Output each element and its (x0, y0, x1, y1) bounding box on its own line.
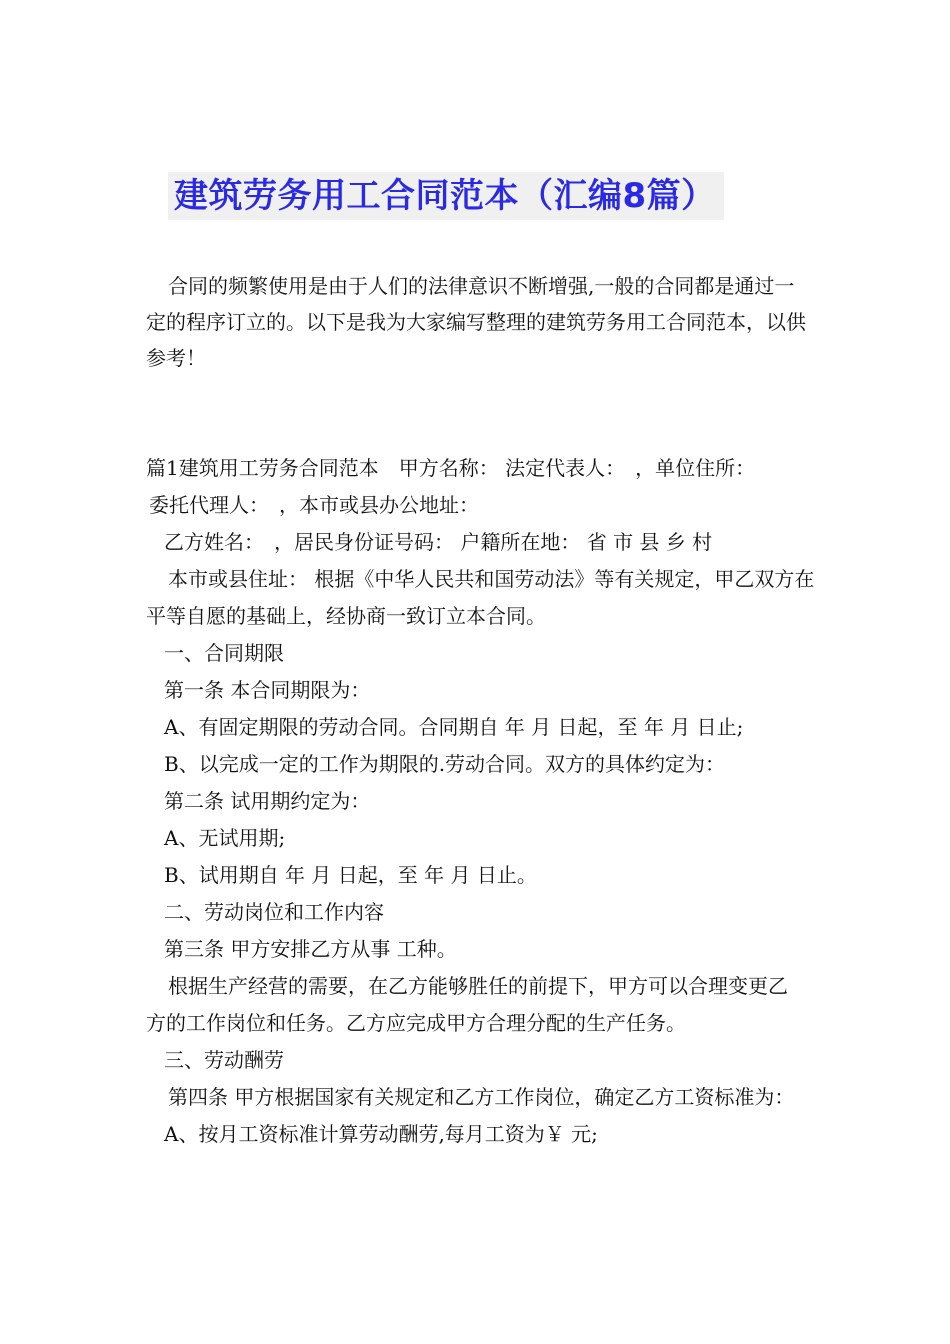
section-heading: 三、劳动酬劳 (164, 1048, 284, 1072)
section-heading: 一、合同期限 (164, 641, 284, 665)
contract-paragraph: 本市或县住址： 根据《中华人民共和国劳动法》等有关规定，甲乙双方在平等自愿的基础上，经协商一致订立本合同。 (146, 567, 815, 628)
contract-line: A、按月工资标准计算劳动酬劳,每月工资为￥ 元; (164, 1122, 598, 1146)
document-title: 建筑劳务用工合同范本（汇编8篇） (174, 176, 716, 216)
contract-body (146, 450, 826, 1153)
contract-paragraph: 根据生产经营的需要，在乙方能够胜任的前提下，甲方可以合理变更乙方的工作岗位和任务。乙方应完成甲方合理分配的生产任务。 (146, 974, 788, 1035)
contract-line: 乙方姓名： ，居民身份证号码： 户籍所在地： 省 市 县 乡 村 (164, 530, 713, 554)
contract-paragraph: 第四条 甲方根据国家有关规定和乙方工作岗位，确定乙方工资标准为： (168, 1085, 795, 1109)
contract-line: B、试用期自 年 月 日起，至 年 月 日止。 (164, 863, 537, 887)
contract-line: 第三条 甲方安排乙方从事 工种。 (164, 937, 457, 961)
contract-line: B、以完成一定的工作为期限的.劳动合同。双方的具体约定为： (164, 752, 726, 776)
contract-line: 篇1建筑用工劳务合同范本 甲方名称： 法定代表人： ，单位住所： (146, 456, 756, 480)
contract-line: 第二条 试用期约定为： (164, 789, 371, 813)
contract-line: A、有固定期限的劳动合同。合同期自 年 月 日起，至 年 月 日止; (164, 715, 744, 739)
intro-section (146, 268, 812, 376)
title-highlight (168, 172, 724, 220)
contract-line: 第一条 本合同期限为： (164, 678, 371, 702)
contract-line: 委托代理人： ，本市或县办公地址： (149, 493, 479, 517)
intro-paragraph: 合同的频繁使用是由于人们的法律意识不断增强,一般的合同都是通过一定的程序订立的。以下是我为大家编写整理的建筑劳务用工合同范本，以供参考！ (146, 274, 806, 370)
contract-line: A、无试用期; (164, 826, 286, 850)
section-heading: 二、劳动岗位和工作内容 (164, 900, 384, 924)
